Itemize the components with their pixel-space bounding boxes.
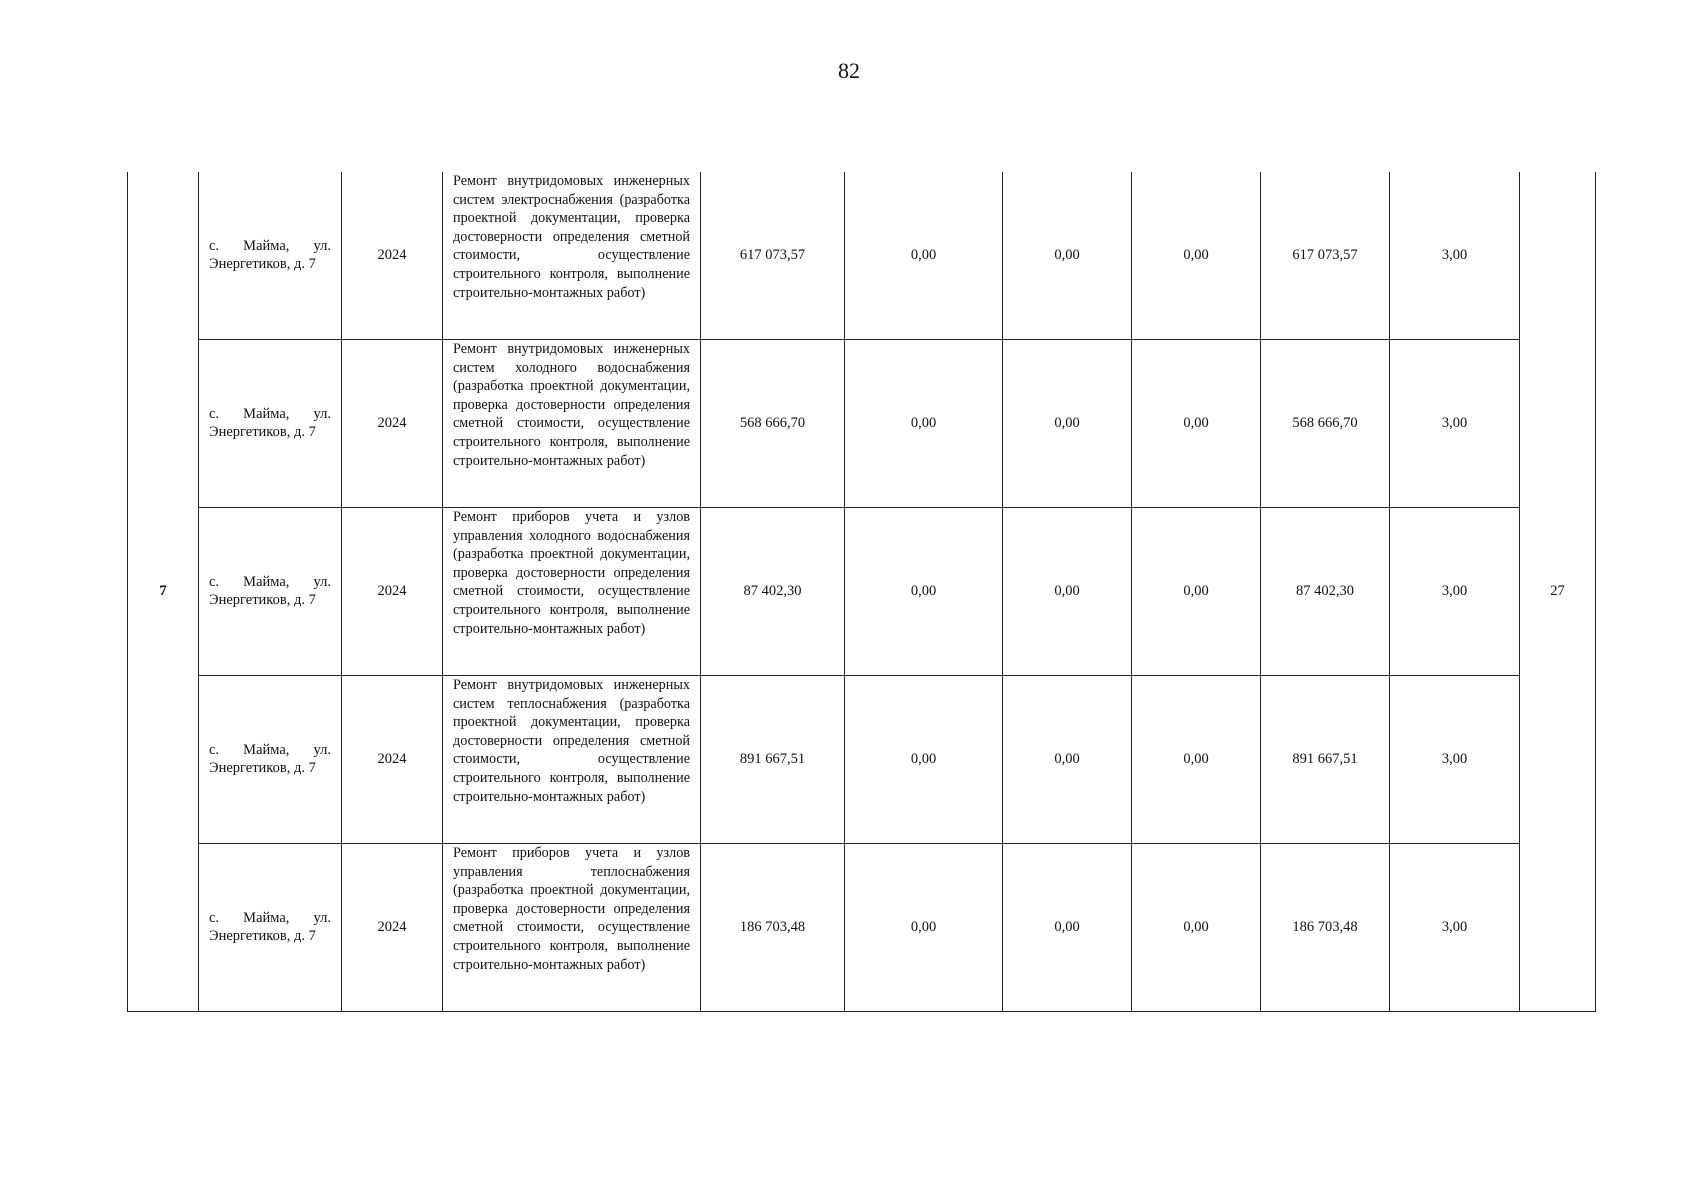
value-cell: 568 666,70 — [1261, 340, 1390, 508]
repair-program-table — [127, 172, 1596, 1012]
value-cell: 0,00 — [1132, 340, 1261, 508]
address-cell: с. Майма, ул. Энергетиков, д. 7 — [199, 676, 342, 844]
work-description-cell: Ремонт внутридомовых инженерных систем электроснабжения (разработка проектной документации, проверка достоверности определения сметной стоимости, осуществление строительного контроля, выполнение строительно-монтажных работ) — [443, 172, 701, 340]
address-cell: с. Майма, ул. Энергетиков, д. 7 — [199, 508, 342, 676]
year-cell: 2024 — [342, 508, 443, 676]
row-number: 7 — [128, 172, 199, 1012]
table-row — [128, 676, 1596, 844]
work-description-cell: Ремонт приборов учета и узлов управления теплоснабжения (разработка проектной документации, проверка достоверности определения сметной стоимости, осуществление строительного контроля, выполнение строительно-монтажных работ) — [443, 844, 701, 1012]
table-row — [128, 844, 1596, 1012]
table-row — [128, 508, 1596, 676]
value-cell: 0,00 — [1132, 676, 1261, 844]
total-cost-cell: 186 703,48 — [701, 844, 845, 1012]
value-cell: 3,00 — [1390, 676, 1520, 844]
year-cell: 2024 — [342, 844, 443, 1012]
value-cell: 0,00 — [845, 676, 1003, 844]
total-cost-cell: 617 073,57 — [701, 172, 845, 340]
work-description-cell: Ремонт приборов учета и узлов управления холодного водоснабжения (разработка проектной документации, проверка достоверности определения сметной стоимости, осуществление строительного контроля, выполнение строительно-монтажных работ) — [443, 508, 701, 676]
work-description-cell: Ремонт внутридомовых инженерных систем холодного водоснабжения (разработка проектной документации, проверка достоверности определения сметной стоимости, осуществление строительного контроля, выполнение строительно-монтажных работ) — [443, 340, 701, 508]
year-cell: 2024 — [342, 676, 443, 844]
value-cell: 0,00 — [1003, 844, 1132, 1012]
value-cell: 0,00 — [1003, 340, 1132, 508]
value-cell: 617 073,57 — [1261, 172, 1390, 340]
value-cell: 0,00 — [1003, 676, 1132, 844]
address-cell: с. Майма, ул. Энергетиков, д. 7 — [199, 844, 342, 1012]
table-row — [128, 172, 1596, 340]
value-cell: 0,00 — [845, 844, 1003, 1012]
total-cost-cell: 87 402,30 — [701, 508, 845, 676]
value-cell: 186 703,48 — [1261, 844, 1390, 1012]
total-cost-cell: 568 666,70 — [701, 340, 845, 508]
value-cell: 0,00 — [1132, 508, 1261, 676]
value-cell: 3,00 — [1390, 844, 1520, 1012]
value-cell: 0,00 — [1132, 844, 1261, 1012]
year-cell: 2024 — [342, 172, 443, 340]
work-description-cell: Ремонт внутридомовых инженерных систем теплоснабжения (разработка проектной документации, проверка достоверности определения сметной стоимости, осуществление строительного контроля, выполнение строительно-монтажных работ) — [443, 676, 701, 844]
value-cell: 3,00 — [1390, 508, 1520, 676]
right-value-cell: 27 — [1520, 172, 1596, 1012]
page-number: 82 — [838, 58, 860, 83]
value-cell: 0,00 — [1132, 172, 1261, 340]
year-cell: 2024 — [342, 340, 443, 508]
address-cell: с. Майма, ул. Энергетиков, д. 7 — [199, 172, 342, 340]
value-cell: 0,00 — [845, 172, 1003, 340]
value-cell: 0,00 — [845, 508, 1003, 676]
value-cell: 0,00 — [1003, 508, 1132, 676]
value-cell: 0,00 — [1003, 172, 1132, 340]
value-cell: 3,00 — [1390, 172, 1520, 340]
value-cell: 891 667,51 — [1261, 676, 1390, 844]
table-row — [128, 340, 1596, 508]
value-cell: 87 402,30 — [1261, 508, 1390, 676]
total-cost-cell: 891 667,51 — [701, 676, 845, 844]
value-cell: 0,00 — [845, 340, 1003, 508]
address-cell: с. Майма, ул. Энергетиков, д. 7 — [199, 340, 342, 508]
value-cell: 3,00 — [1390, 340, 1520, 508]
